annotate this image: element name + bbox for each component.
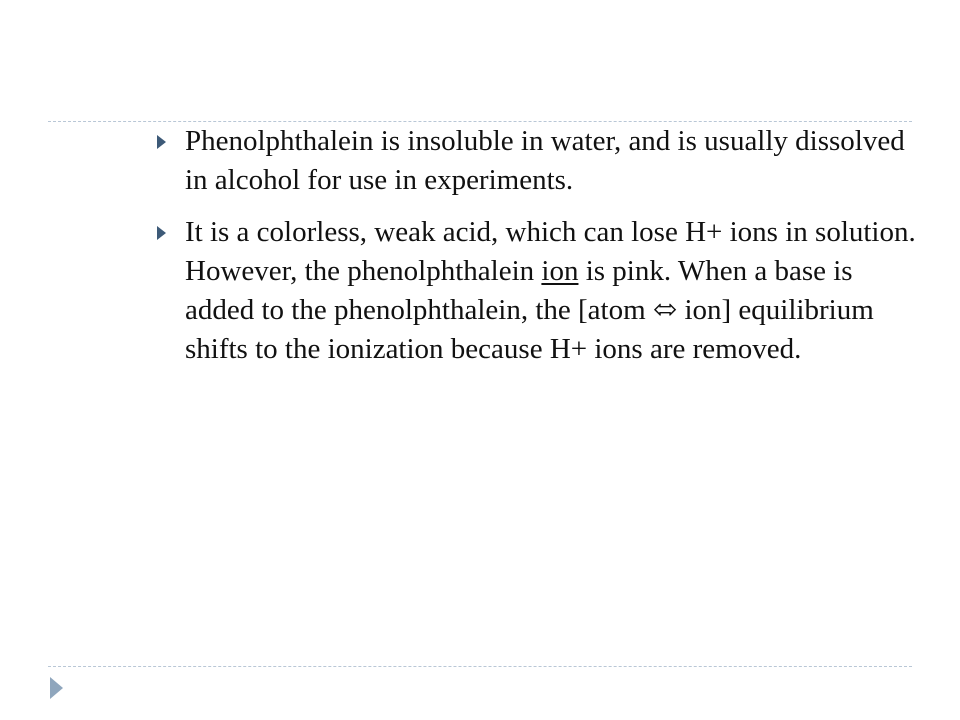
- bullet-text-2-part3: ion] equilibrium shifts to the ionization because H+ ions are removed.: [185, 294, 874, 365]
- bullet-triangle-icon: [157, 226, 166, 240]
- double-arrow-symbol: ⬄: [652, 294, 678, 326]
- bullet-text-1: Phenolphthalein is insoluble in water, and is usually dissolved in alcohol for use in experiments.: [185, 125, 905, 196]
- next-slide-arrow-icon[interactable]: [50, 677, 63, 699]
- bullet-text-2-part1: It is a colorless, weak acid, which can lose H+ ions in solution. However, the phenolphthalein: [185, 216, 916, 287]
- bullet-item-1: [150, 122, 920, 200]
- underlined-ion-word: ion: [541, 255, 579, 287]
- bullet-text-2-part2: is pink. When a base is added to the phenolphthalein, the [atom: [185, 255, 853, 326]
- bullet-item-2: [150, 213, 920, 369]
- slide-body: [150, 122, 920, 382]
- bottom-divider: [48, 666, 912, 667]
- bullet-triangle-icon: [157, 135, 166, 149]
